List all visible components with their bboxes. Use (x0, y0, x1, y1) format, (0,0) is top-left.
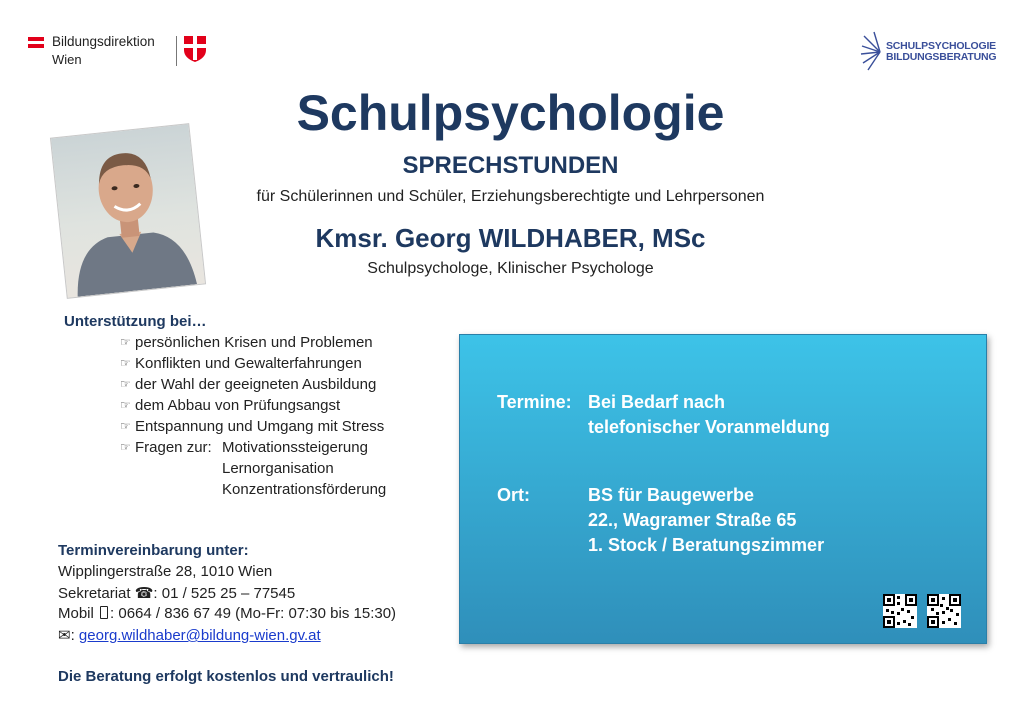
email-link[interactable]: georg.wildhaber@bildung-wien.gv.at (78, 627, 321, 644)
org-name: Bildungsdirektion (52, 34, 155, 49)
list-item: Konzentrationsförderung (222, 481, 387, 498)
support-heading: Unterstützung bei… (64, 313, 207, 330)
org-city: Wien (52, 52, 82, 67)
contact-email: ✉: georg.wildhaber@bildung-wien.gv.at (58, 627, 321, 644)
qr-code-icon[interactable] (927, 594, 961, 628)
envelope-icon: ✉ (58, 627, 71, 644)
pointing-hand-icon: ☞ (120, 356, 131, 370)
list-item: Lernorganisation (222, 460, 334, 477)
contact-mobile: Mobil : 0664 / 836 67 49 (Mo-Fr: 07:30 bis 15:30) (58, 605, 397, 622)
questions-list (222, 437, 386, 500)
pointing-hand-icon: ☞ (120, 440, 131, 454)
telephone-icon: ☎ (134, 585, 154, 602)
ort-label: Ort: (497, 485, 530, 505)
pointing-hand-icon: ☞ (120, 419, 131, 433)
mobile-phone-icon (100, 606, 108, 619)
bildungsdirektion-logo (28, 34, 218, 70)
termine-line1: Bei Bedarf nach (588, 392, 726, 412)
ort-line1: BS für Baugewerbe (588, 485, 755, 505)
list-item: Motivationssteigerung (222, 439, 368, 456)
pointing-hand-icon: ☞ (120, 377, 131, 391)
termine-line2: telefonischer Voranmeldung (588, 417, 830, 437)
brand-line2: BILDUNGSBERATUNG (886, 51, 997, 63)
logo-divider (176, 36, 177, 66)
appointment-info-box (459, 334, 987, 644)
termine-label: Termine: (497, 392, 572, 412)
page-subtitle: SPRECHSTUNDEN (402, 152, 619, 179)
pointing-hand-icon: ☞ (120, 335, 131, 349)
list-item: ☞ dem Abbau von Prüfungsangst (120, 397, 341, 414)
starburst-icon (860, 30, 886, 74)
qr-code-icon[interactable] (883, 594, 917, 628)
list-item: ☞ der Wahl der geeigneten Ausbildung (120, 376, 377, 393)
list-item: ☞ Konflikten und Gewalterfahrungen (120, 355, 362, 372)
audience-line: für Schülerinnen und Schüler, Erziehungsberechtigte und Lehrpersonen (256, 188, 765, 205)
contact-address: Wipplingerstraße 28, 1010 Wien (58, 563, 273, 580)
ort-line3: 1. Stock / Beratungszimmer (588, 535, 825, 555)
schulpsychologie-logo (860, 30, 997, 74)
list-item: ☞ Fragen zur: (120, 439, 212, 456)
brand-line1: SCHULPSYCHOLOGIE (886, 40, 996, 52)
ort-line2: 22., Wagramer Straße 65 (588, 510, 797, 530)
contact-heading: Terminvereinbarung unter: (58, 542, 249, 559)
contact-secretariat: Sekretariat ☎: 01 / 525 25 – 77545 (58, 585, 296, 602)
vienna-shield-icon (184, 36, 206, 62)
person-role: Schulpsychologe, Klinischer Psychologe (367, 260, 654, 277)
person-name: Kmsr. Georg WILDHABER, MSc (315, 223, 706, 253)
list-item: ☞ Entspannung und Umgang mit Stress (120, 418, 385, 435)
pointing-hand-icon: ☞ (120, 398, 131, 412)
page-title: Schulpsychologie (296, 85, 725, 141)
list-item: ☞ persönlichen Krisen und Problemen (120, 334, 373, 351)
austria-flag-icon (28, 37, 44, 48)
footer-note: Die Beratung erfolgt kostenlos und vertraulich! (58, 668, 394, 685)
